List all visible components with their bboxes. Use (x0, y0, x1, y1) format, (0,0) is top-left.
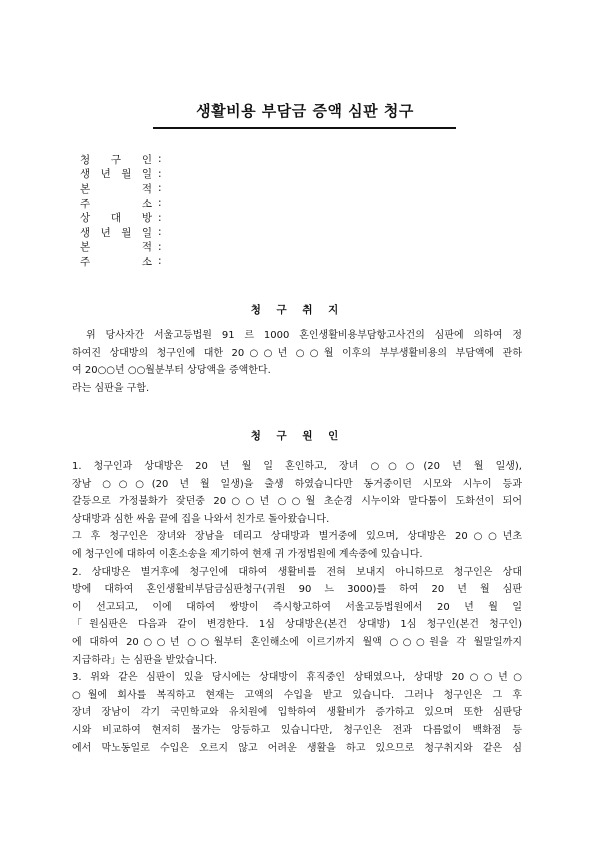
cause-line: 에 청구인에 대하여 이혼소송을 제기하여 현재 귀 가정법원에 계속중에 있습니다. (72, 548, 423, 560)
party-label: 생 년 월 일 (80, 168, 152, 181)
party-row (80, 196, 162, 211)
purpose-heading: 청 구 취 지 (250, 304, 345, 316)
cause-line: 갈등으로 가정불화가 잦던중 20○○년 ○○월 초순경 시누이와 말다툼이 도화선이 되어 (72, 496, 522, 508)
party-colon: : (158, 211, 162, 224)
title-underline (153, 127, 456, 129)
party-info-block (80, 152, 162, 269)
party-colon: : (158, 255, 162, 268)
party-colon: : (158, 240, 162, 253)
cause-line: 그 후 청구인은 장녀와 장남을 데리고 상대방과 별거중에 있으며, 상대방은 20○○년초 (72, 531, 522, 543)
party-label: 주 소 (80, 197, 152, 210)
cause-line: 2. 상대방은 별거후에 청구인에 대하여 생활비를 전혀 보내지 아니하므로 청구인은 상대 (72, 566, 522, 578)
cause-line: 이 선고되고, 이에 대하여 쌍방이 즉시항고하여 서울고등법원에서 20 년 월 일 (72, 601, 522, 613)
cause-line: ○월에 회사를 복직하고 현재는 고액의 수입을 받고 있습니다. 그러나 청구인은 그 후 (72, 689, 522, 701)
party-row (80, 240, 162, 255)
cause-line: 장녀 장남이 각기 국민학교와 유치원에 입학하여 생활비가 증가하고 있으며 또한 심판당 (72, 707, 522, 719)
cause-line: 방에 대하여 혼인생활비부담금심판청구(귀원 90 느 3000)를 하여 20 년 월 심판 (72, 584, 522, 596)
party-colon: : (158, 226, 162, 239)
purpose-line: 위 당사자간 서울고등법원 91 르 1000 혼인생활비용부담항고사건의 심판에 의하여 정 (86, 330, 522, 341)
party-row (80, 210, 162, 225)
cause-line: 1. 청구인과 상대방은 20 년 월 일 혼인하고, 장녀 ○○○(20 년 월 일생), (72, 461, 522, 472)
party-colon: : (158, 167, 162, 180)
party-row (80, 167, 162, 182)
party-row (80, 181, 162, 196)
cause-body (72, 458, 522, 757)
document-title: 생활비용 부담금 증액 심판 청구 (196, 102, 414, 120)
cause-line: 지급하라」는 심판을 받았습니다. (72, 654, 218, 666)
party-label: 본 적 (80, 241, 152, 254)
cause-line: 장남 ○○○(20 년 월 일생)을 출생 하였습니다만 동거중이던 시모와 시누이 등과 (72, 478, 522, 490)
purpose-line: 라는 심판을 구함. (72, 382, 150, 394)
cause-line: 상대방과 심한 싸움 끝에 집을 나와서 친가로 돌아왔습니다. (72, 513, 330, 525)
party-label: 청 구 인 (80, 153, 152, 166)
cause-line: 3. 위와 같은 심판이 있을 당시에는 상대방이 휴직중인 상태였으나, 상대방 20○○년○ (72, 672, 522, 684)
party-row (80, 225, 162, 240)
party-colon: : (158, 182, 162, 195)
purpose-line: 하여진 상대방의 청구인에 대한 20○○년 ○○월 이후의 부부생활비용의 부담액에 관하 (72, 347, 522, 359)
party-colon: : (158, 197, 162, 210)
party-label: 본 적 (80, 182, 152, 195)
cause-heading: 청 구 원 인 (250, 430, 345, 442)
party-label: 주 소 (80, 255, 152, 268)
purpose-line: 여 20○○년 ○○월분부터 상당액을 증액한다. (72, 365, 271, 377)
party-colon: : (158, 153, 162, 166)
document-title-block (155, 100, 455, 121)
party-row (80, 152, 162, 167)
party-label: 상 대 방 (80, 212, 152, 225)
cause-line: 「원심판은 다음과 같이 변경한다. 1심 상대방은(본건 상대방) 1심 청구인(본건 청구인) (72, 619, 522, 631)
party-label: 생 년 월 일 (80, 226, 152, 239)
purpose-body (72, 327, 522, 397)
cause-line: 시와 비교하여 현저히 물가는 앙등하고 있습니다만, 청구인은 전과 다름없이 백화점 등 (72, 724, 522, 736)
party-row (80, 254, 162, 269)
cause-line: 에서 막노동일로 수입은 오르지 않고 어려운 생활을 하고 있으므로 청구취지와 같은 심 (72, 742, 522, 754)
cause-line: 에 대하여 20○○년 ○○월부터 혼인해소에 이르기까지 월액 ○○○원을 각 월말일까지 (72, 636, 522, 648)
